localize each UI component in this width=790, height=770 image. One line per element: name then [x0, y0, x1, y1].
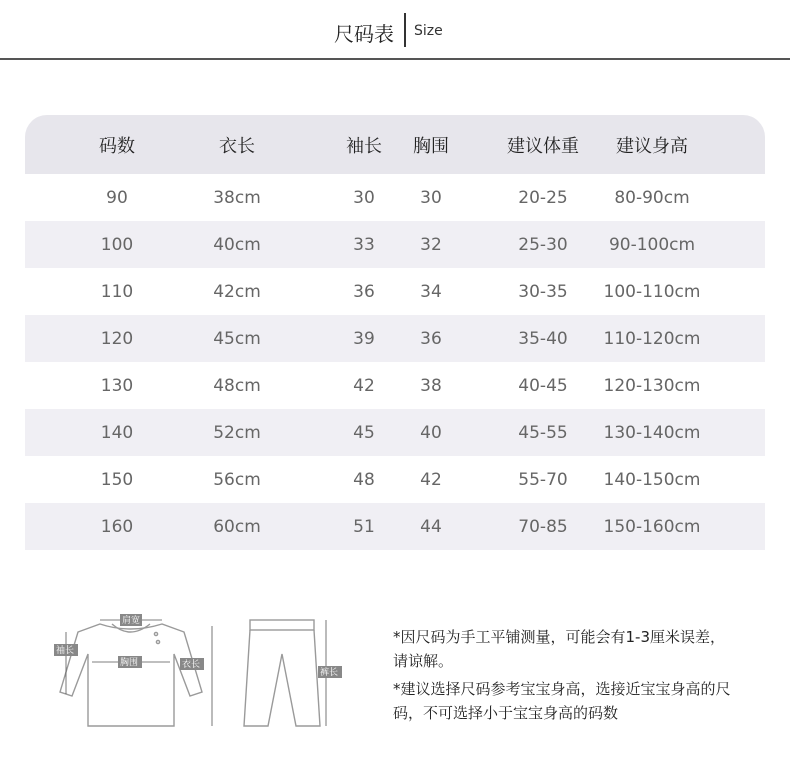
table-row [25, 174, 765, 221]
cell-chest: 34 [420, 281, 442, 302]
cell-length: 52cm [213, 422, 261, 443]
cell-weight: 40-45 [518, 375, 568, 396]
col-header-size: 码数 [99, 135, 135, 157]
cell-chest: 42 [420, 469, 442, 490]
col-header-sleeve: 袖长 [346, 135, 382, 157]
length-label: 衣长 [182, 660, 201, 670]
size-diagram [52, 612, 352, 734]
table-row [25, 268, 765, 315]
cell-length: 60cm [213, 516, 261, 537]
cell-height: 120-130cm [603, 375, 701, 396]
cell-sleeve: 36 [353, 281, 375, 302]
header [0, 0, 790, 60]
cell-size: 110 [100, 281, 134, 302]
table-row [25, 315, 765, 362]
cell-length: 56cm [213, 469, 261, 490]
size-table [25, 115, 765, 550]
cell-weight: 30-35 [518, 281, 568, 302]
cell-weight: 45-55 [518, 422, 568, 443]
cell-chest: 32 [420, 234, 442, 255]
cell-sleeve: 39 [353, 328, 375, 349]
table-row [25, 503, 765, 550]
cell-size: 120 [100, 328, 134, 349]
cell-size: 130 [100, 375, 134, 396]
cell-length: 40cm [213, 234, 261, 255]
table-row [25, 409, 765, 456]
page-subtitle: Size [414, 23, 443, 39]
table-body [25, 174, 765, 550]
cell-height: 110-120cm [603, 328, 701, 349]
cell-chest: 30 [420, 187, 442, 208]
cell-height: 80-90cm [614, 187, 690, 208]
cell-sleeve: 33 [353, 234, 375, 255]
note-recommendation: *建议选择尺码参考宝宝身高，选接近宝宝身高的尺码，不可选择小于宝宝身高的码数 [393, 680, 731, 722]
note-measurement: *因尺码为手工平铺测量，可能会有1-3厘米误差，请谅解。 [393, 628, 726, 670]
cell-height: 100-110cm [603, 281, 701, 302]
cell-sleeve: 51 [353, 516, 375, 537]
table-row [25, 221, 765, 268]
cell-chest: 40 [420, 422, 442, 443]
shirt-labels [54, 614, 204, 670]
cell-size: 90 [106, 187, 128, 208]
cell-height: 130-140cm [603, 422, 701, 443]
cell-chest: 36 [420, 328, 442, 349]
cell-height: 90-100cm [608, 234, 696, 255]
cell-chest: 44 [420, 516, 442, 537]
cell-height: 150-160cm [603, 516, 701, 537]
cell-weight: 20-25 [518, 187, 568, 208]
table-row [25, 362, 765, 409]
cell-weight: 25-30 [518, 234, 568, 255]
col-header-weight: 建议体重 [507, 135, 579, 157]
cell-height: 140-150cm [603, 469, 701, 490]
cell-size: 160 [100, 516, 134, 537]
col-header-height: 建议身高 [616, 135, 688, 157]
cell-size: 150 [100, 469, 134, 490]
cell-length: 42cm [213, 281, 261, 302]
cell-length: 38cm [213, 187, 261, 208]
col-header-chest: 胸围 [413, 135, 449, 157]
pants-outline [244, 620, 320, 726]
cell-length: 45cm [213, 328, 261, 349]
cell-weight: 70-85 [518, 516, 568, 537]
table-header [25, 115, 765, 174]
cell-length: 48cm [213, 375, 261, 396]
table-row [25, 456, 765, 503]
cell-sleeve: 42 [353, 375, 375, 396]
sleeve-label: 袖长 [56, 646, 75, 656]
col-header-length: 衣长 [219, 135, 255, 157]
cell-size: 100 [100, 234, 134, 255]
cell-chest: 38 [420, 375, 442, 396]
shoulder-label: 肩宽 [122, 616, 141, 626]
pants-length-label: 裤长 [320, 668, 339, 678]
cell-sleeve: 48 [353, 469, 375, 490]
cell-sleeve: 45 [353, 422, 375, 443]
cell-weight: 35-40 [518, 328, 568, 349]
page-title: 尺码表 [334, 22, 394, 46]
chest-label: 胸围 [120, 658, 139, 668]
shirt-outline [60, 624, 202, 726]
cell-sleeve: 30 [353, 187, 375, 208]
title-divider [404, 13, 406, 47]
cell-weight: 55-70 [518, 469, 568, 490]
cell-size: 140 [100, 422, 134, 443]
